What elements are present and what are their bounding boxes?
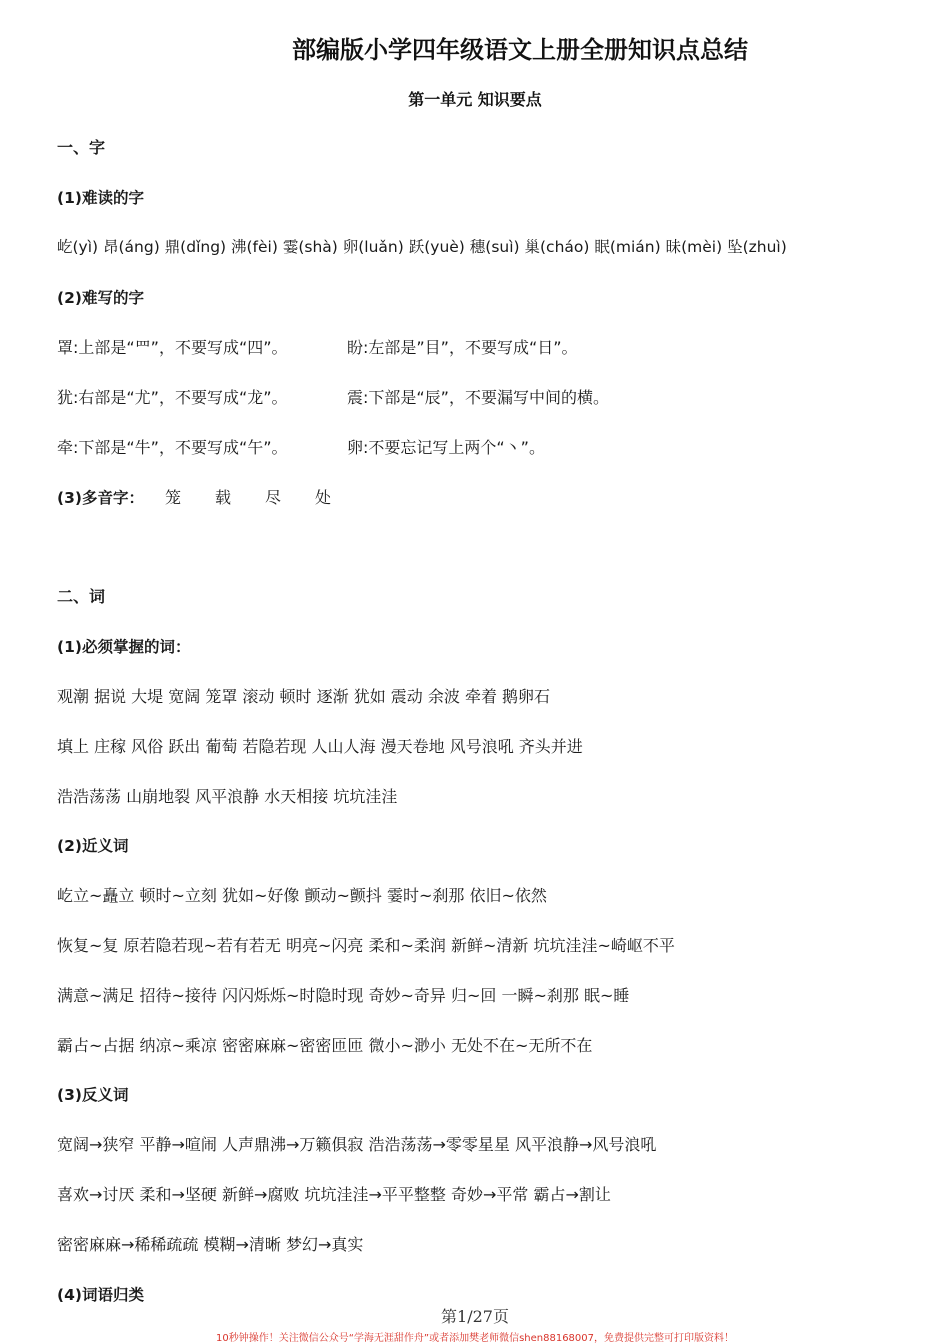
hard-write-left: 牵:下部是“牛”，不要写成“午”。 xyxy=(57,438,288,457)
subheading-hard-read: (1)难读的字 xyxy=(57,189,144,207)
unit-subtitle: 第一单元 知识要点 xyxy=(408,90,542,109)
section-heading-characters: 一、字 xyxy=(57,138,106,157)
antonym-line: 宽阔→狭窄 平静→喧闹 人声鼎沸→万籁俱寂 浩浩荡荡→零零星星 风平浪静→风号浪吼 xyxy=(57,1135,657,1154)
antonym-line: 喜欢→讨厌 柔和→坚硬 新鲜→腐败 坑坑洼洼→平平整整 奇妙→平常 霸占→割让 xyxy=(57,1185,611,1204)
hard-write-row xyxy=(57,437,545,459)
synonym-line: 屹立~矗立 顿时~立刻 犹如~好像 颤动~颤抖 霎时~刹那 依旧~依然 xyxy=(57,886,547,905)
subheading-antonyms: (3)反义词 xyxy=(57,1086,129,1104)
hard-write-row xyxy=(57,337,578,359)
hard-write-right: 盼:左部是”目”，不要写成“日”。 xyxy=(347,338,578,357)
word-line: 浩浩荡荡 山崩地裂 风平浪静 水天相接 坑坑洼洼 xyxy=(57,787,398,806)
document-title: 部编版小学四年级语文上册全册知识点总结 xyxy=(292,36,748,64)
page-number: 第1/27页 xyxy=(441,1307,509,1326)
hard-read-characters: 屹(yì) 昂(áng) 鼎(dǐng) 沸(fèi) 霎(shà) 卵(luǎn) 跃(yuè) 穗(suì) 巢(cháo) 眠(mián) 昧(mèi) 坠(zhuì) xyxy=(57,238,787,256)
synonym-line: 恢复~复 原若隐若现~若有若无 明亮~闪亮 柔和~柔润 新鲜~清新 坑坑洼洼~崎岖不平 xyxy=(57,936,675,955)
polyphone-char: 处 xyxy=(315,488,332,507)
hard-write-right: 震:下部是“辰”，不要漏写中间的横。 xyxy=(347,388,609,407)
section-heading-words: 二、词 xyxy=(57,587,106,606)
subheading-synonyms: (2)近义词 xyxy=(57,837,129,855)
antonym-line: 密密麻麻→稀稀疏疏 模糊→清晰 梦幻→真实 xyxy=(57,1235,364,1254)
promo-footer-note: 10秒钟操作！关注微信公众号“学海无涯甜作舟”或者添加樊老师微信shen88168007，免费提供完整可打印版资料！ xyxy=(215,1333,735,1344)
subheading-polyphones: (3)多音字： xyxy=(57,489,144,507)
polyphone-char: 载 xyxy=(215,488,232,507)
subheading-word-classification: (4)词语归类 xyxy=(57,1286,144,1304)
hard-write-left: 犹:右部是“尤”，不要写成“龙”。 xyxy=(57,388,288,407)
hard-write-left: 罩:上部是“罒”，不要写成“四”。 xyxy=(57,338,288,357)
synonym-line: 霸占~占据 纳凉~乘凉 密密麻麻~密密匝匝 微小~渺小 无处不在~无所不在 xyxy=(57,1036,593,1055)
polyphone-char: 尽 xyxy=(265,488,282,507)
polyphone-char: 笼 xyxy=(165,488,182,507)
synonym-line: 满意~满足 招待~接待 闪闪烁烁~时隐时现 奇妙~奇异 归~回 一瞬~刹那 眠~睡 xyxy=(57,986,630,1005)
word-line: 观潮 据说 大堤 宽阔 笼罩 滚动 顿时 逐渐 犹如 震动 余波 牵着 鹅卵石 xyxy=(57,687,551,706)
hard-write-row xyxy=(57,387,609,409)
polyphone-row xyxy=(57,487,365,509)
subheading-hard-write: (2)难写的字 xyxy=(57,289,144,307)
subheading-must-know: (1)必须掌握的词： xyxy=(57,638,191,656)
hard-write-right: 卵:不要忘记写上两个“丶”。 xyxy=(347,438,545,457)
word-line: 填上 庄稼 风俗 跃出 葡萄 若隐若现 人山人海 漫天卷地 风号浪吼 齐头并进 xyxy=(57,737,583,756)
